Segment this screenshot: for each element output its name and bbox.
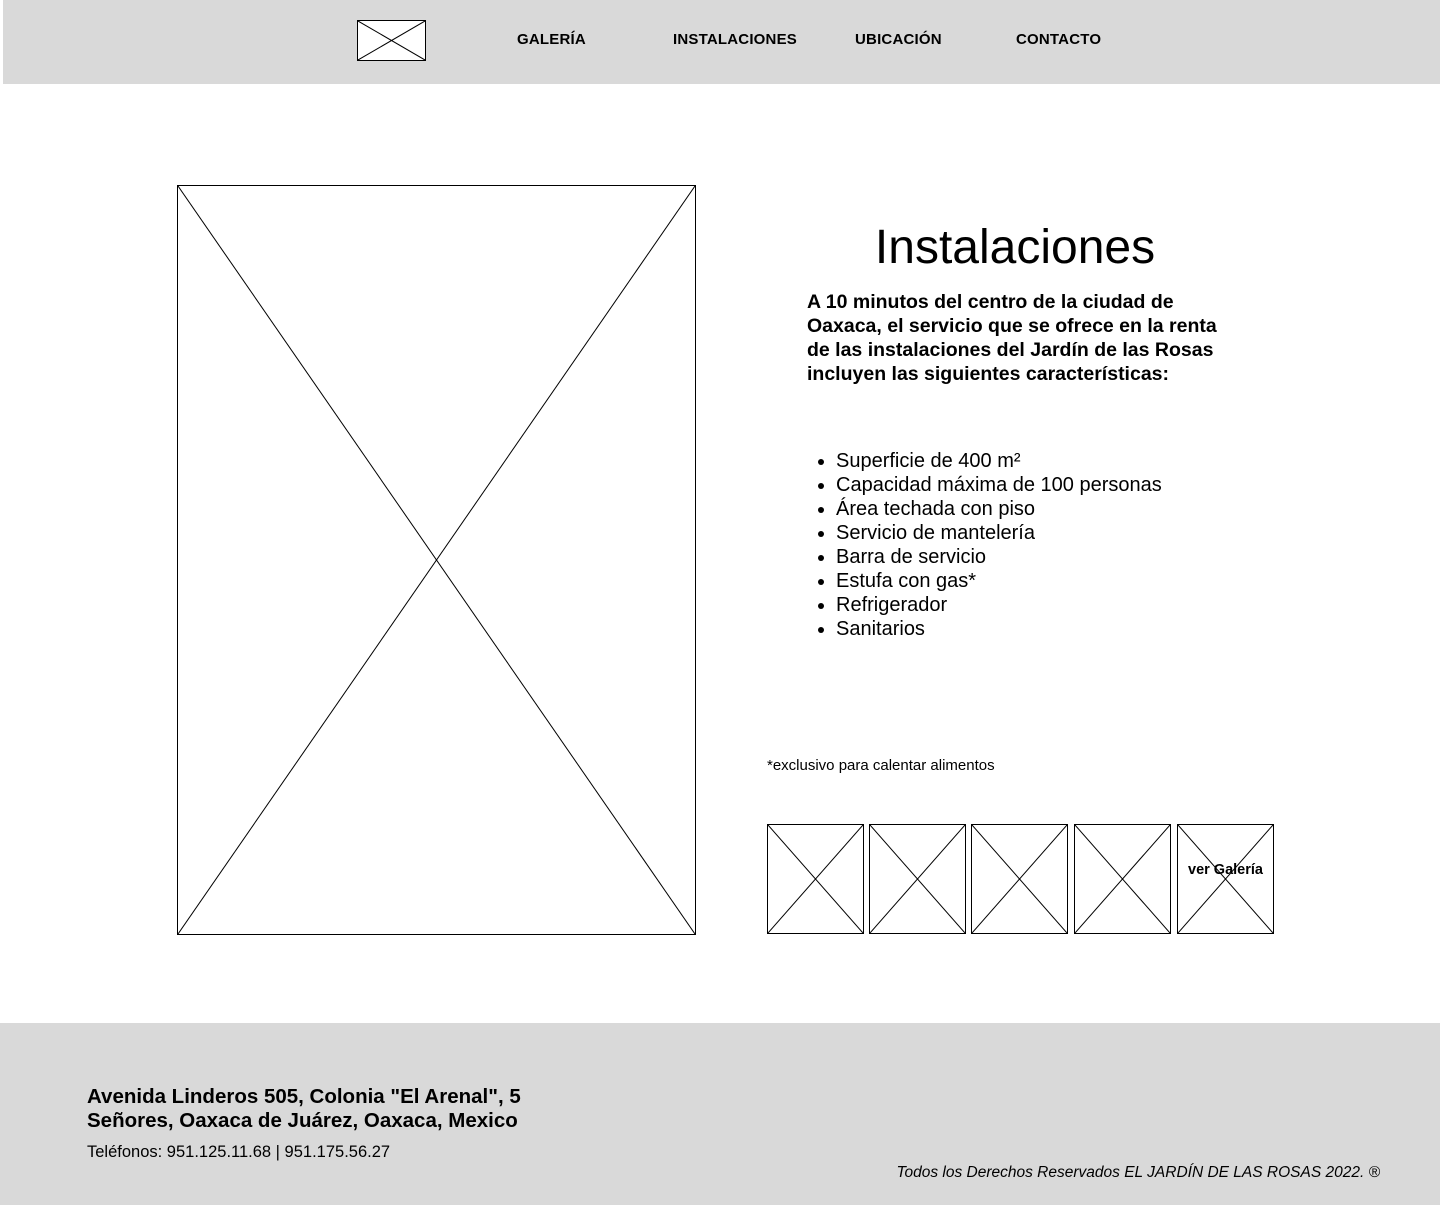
header (3, 0, 1440, 84)
gallery-thumb-icon[interactable] (1074, 824, 1171, 934)
footer-copyright: Todos los Derechos Reservados EL JARDÍN DE LAS ROSAS 2022. ® (896, 1164, 1380, 1181)
feature-item: • Refrigerador (836, 593, 1162, 617)
gallery-thumb-icon[interactable] (767, 824, 864, 934)
view-gallery-label: ver Galería (1188, 862, 1263, 878)
features-list (807, 449, 1162, 641)
footer (0, 1023, 1440, 1205)
feature-item: • Estufa con gas* (836, 569, 1162, 593)
hero-image-placeholder-icon (177, 185, 696, 935)
feature-item: • Superficie de 400 m² (836, 449, 1162, 473)
feature-item: • Sanitarios (836, 617, 1162, 641)
footer-phones: Teléfonos: 951.125.11.68 | 951.175.56.27 (87, 1143, 391, 1161)
feature-item: • Capacidad máxima de 100 personas (836, 473, 1162, 497)
gallery-thumb-icon[interactable] (869, 824, 966, 934)
feature-item: • Barra de servicio (836, 545, 1162, 569)
page-title: Instalaciones (874, 221, 1156, 274)
nav-ubicacion[interactable]: UBICACIÓN (855, 31, 942, 48)
view-gallery-button[interactable] (1177, 824, 1274, 934)
gallery-thumb-icon[interactable] (971, 824, 1068, 934)
nav-instalaciones[interactable]: INSTALACIONES (673, 31, 797, 48)
intro-text: A 10 minutos del centro de la ciudad de Oaxaca, el servicio que se ofrece en la renta de las instalaciones del Jardín de las Rosas incluyen las siguientes características: (807, 291, 1217, 385)
logo-placeholder-icon[interactable] (357, 20, 426, 61)
feature-item: • Área techada con piso (836, 497, 1162, 521)
nav-galeria[interactable]: GALERÍA (517, 31, 586, 48)
feature-item: • Servicio de mantelería (836, 521, 1162, 545)
footer-address: Avenida Linderos 505, Colonia "El Arenal", 5 Señores, Oaxaca de Juárez, Oaxaca, Mexico (87, 1085, 521, 1132)
nav-contacto[interactable]: CONTACTO (1016, 31, 1102, 48)
footnote: *exclusivo para calentar alimentos (767, 757, 995, 774)
